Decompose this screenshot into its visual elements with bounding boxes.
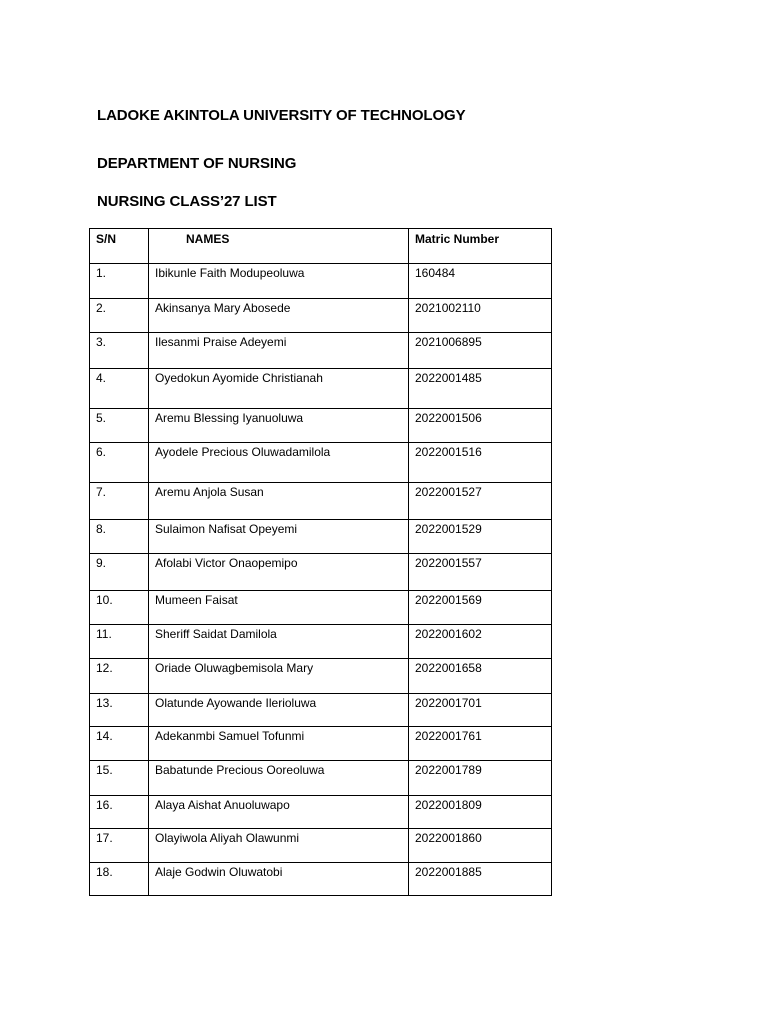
university-title: LADOKE AKINTOLA UNIVERSITY OF TECHNOLOGY <box>97 107 466 124</box>
header-sn: S/N <box>90 229 149 264</box>
cell-matric-number: 2022001885 <box>409 863 552 896</box>
cell-sn: 17. <box>90 829 149 863</box>
header-matric-number: Matric Number <box>409 229 552 264</box>
cell-name: Alaje Godwin Oluwatobi <box>149 863 409 896</box>
cell-matric-number: 2022001527 <box>409 483 552 520</box>
table-row <box>90 554 552 591</box>
cell-name: Oriade Oluwagbemisola Mary <box>149 659 409 694</box>
cell-sn: 13. <box>90 694 149 727</box>
class-list-table <box>89 228 552 896</box>
cell-matric-number: 2022001516 <box>409 443 552 483</box>
cell-name: Afolabi Victor Onaopemipo <box>149 554 409 591</box>
cell-matric-number: 160484 <box>409 264 552 299</box>
table-row <box>90 483 552 520</box>
cell-name: Alaya Aishat Anuoluwapo <box>149 796 409 829</box>
cell-matric-number: 2022001529 <box>409 520 552 554</box>
cell-sn: 6. <box>90 443 149 483</box>
cell-matric-number: 2022001789 <box>409 761 552 796</box>
cell-name: Babatunde Precious Ooreoluwa <box>149 761 409 796</box>
cell-sn: 5. <box>90 409 149 443</box>
cell-sn: 16. <box>90 796 149 829</box>
cell-sn: 4. <box>90 369 149 409</box>
cell-name: Ibikunle Faith Modupeoluwa <box>149 264 409 299</box>
cell-sn: 18. <box>90 863 149 896</box>
table-body <box>90 264 552 896</box>
table-row <box>90 369 552 409</box>
cell-sn: 15. <box>90 761 149 796</box>
department-title: DEPARTMENT OF NURSING <box>97 155 297 172</box>
cell-matric-number: 2022001761 <box>409 727 552 761</box>
table-row <box>90 443 552 483</box>
cell-sn: 1. <box>90 264 149 299</box>
cell-sn: 9. <box>90 554 149 591</box>
table-row <box>90 264 552 299</box>
cell-matric-number: 2022001860 <box>409 829 552 863</box>
table-row <box>90 796 552 829</box>
cell-sn: 10. <box>90 591 149 625</box>
cell-matric-number: 2022001658 <box>409 659 552 694</box>
table-header-row <box>90 229 552 264</box>
cell-sn: 12. <box>90 659 149 694</box>
table-row <box>90 625 552 659</box>
table-row <box>90 520 552 554</box>
cell-name: Akinsanya Mary Abosede <box>149 299 409 333</box>
cell-name: Oyedokun Ayomide Christianah <box>149 369 409 409</box>
table-row <box>90 863 552 896</box>
table-row <box>90 409 552 443</box>
cell-name: Mumeen Faisat <box>149 591 409 625</box>
cell-name: Ilesanmi Praise Adeyemi <box>149 333 409 369</box>
cell-matric-number: 2022001602 <box>409 625 552 659</box>
cell-matric-number: 2022001701 <box>409 694 552 727</box>
cell-matric-number: 2021002110 <box>409 299 552 333</box>
cell-name: Aremu Blessing Iyanuoluwa <box>149 409 409 443</box>
cell-name: Ayodele Precious Oluwadamilola <box>149 443 409 483</box>
cell-matric-number: 2021006895 <box>409 333 552 369</box>
cell-matric-number: 2022001809 <box>409 796 552 829</box>
cell-name: Olayiwola Aliyah Olawunmi <box>149 829 409 863</box>
cell-sn: 2. <box>90 299 149 333</box>
table-row <box>90 694 552 727</box>
cell-sn: 8. <box>90 520 149 554</box>
table-row <box>90 333 552 369</box>
cell-name: Aremu Anjola Susan <box>149 483 409 520</box>
cell-matric-number: 2022001569 <box>409 591 552 625</box>
table-row <box>90 727 552 761</box>
cell-matric-number: 2022001506 <box>409 409 552 443</box>
cell-sn: 14. <box>90 727 149 761</box>
table-row <box>90 829 552 863</box>
table-row <box>90 659 552 694</box>
table-row <box>90 299 552 333</box>
table-row <box>90 591 552 625</box>
class-list-title: NURSING CLASS’27 LIST <box>97 193 277 210</box>
header-names: NAMES <box>149 229 409 264</box>
cell-sn: 11. <box>90 625 149 659</box>
cell-name: Adekanmbi Samuel Tofunmi <box>149 727 409 761</box>
cell-sn: 7. <box>90 483 149 520</box>
cell-sn: 3. <box>90 333 149 369</box>
cell-matric-number: 2022001557 <box>409 554 552 591</box>
table-row <box>90 761 552 796</box>
cell-name: Olatunde Ayowande Ilerioluwa <box>149 694 409 727</box>
cell-name: Sulaimon Nafisat Opeyemi <box>149 520 409 554</box>
cell-name: Sheriff Saidat Damilola <box>149 625 409 659</box>
cell-matric-number: 2022001485 <box>409 369 552 409</box>
